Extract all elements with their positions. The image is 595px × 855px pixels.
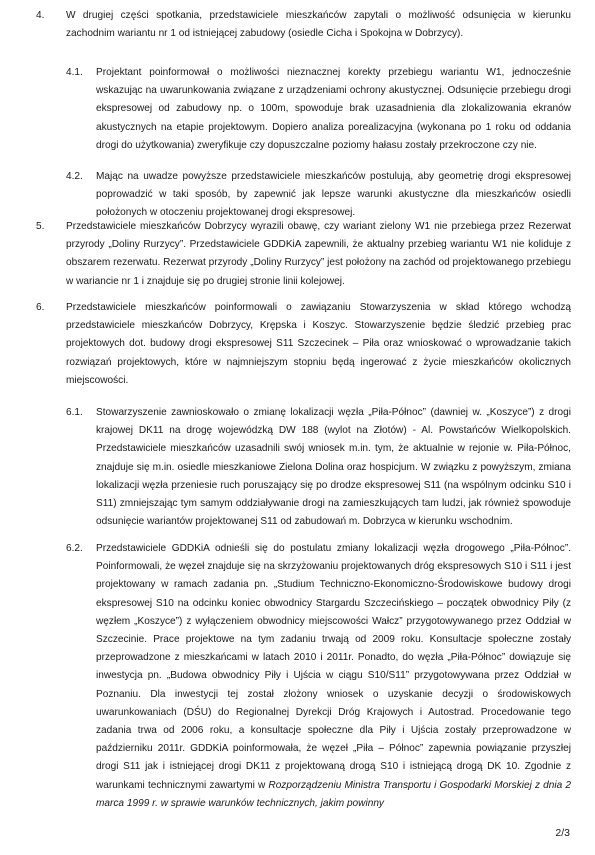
item-number: 4.2. xyxy=(66,171,83,182)
item-text: Mając na uwadze powyższe przedstawiciele mieszkańców postulują, aby geometrię drogi ekspresowej poprowadzić w taki sposób, by zapewnić jak lepsze warunki akustyczne dla mieszkańców osiedli położonych w otoczeniu projektowanej drogi ekspresowej. xyxy=(96,171,571,219)
item-number: 4.1. xyxy=(66,67,83,78)
item-6-1 xyxy=(66,404,571,534)
item-number: 5. xyxy=(36,221,45,232)
page-number: 2/3 xyxy=(555,827,570,839)
item-number: 6.2. xyxy=(66,543,83,554)
item-text-italic: Rozporządzeniu Ministra Transportu i Gospodarki Morskiej z dnia 2 marca 1999 r. w sprawie warunków technicznych, jakim powinny xyxy=(96,779,572,809)
item-number: 6.1. xyxy=(66,407,83,418)
item-4-1 xyxy=(66,64,571,164)
item-text-regular: Przedstawiciele GDDKiA odnieśli się do postulatu zmiany lokalizacji węzła drogowego „Piła-Północ”. Poinformowali, że węzeł znajduje się na skrzyżowaniu projektowanych dróg ekspresowych S10 i S11 i jest projektowany w ramach zadania pn. „Studium Techniczno-Ekonomiczno-Środowiskowe budowy drogi ekspresowej S10 na odcinku koniec obwodnicy Stargardu Szczecińskiego – początek obwodnicy Piły (z węzłem „Koszyce”) z wyłączeniem obwodnicy miejscowości Wałcz” przygotowywanego przez Oddział w Szczecinie. Prace projektowe na tym zadaniu trwają od 2009 roku. Konsultacje społeczne zostały przeprowadzone z mieszkańcami w latach 2010 i 2011r. Ponadto, do węzła „Piła-Północ” dowiązuje się inwestycja pn. „Budowa obwodnicy Piły i Ujścia w ciągu S10/S11” przygotowywana przez Oddział w Poznaniu. Dla inwestycji tej został złożony wniosek o uzyskanie decyzji o środowiskowych uwarunkowaniach (DŚU) do Regionalnej Dyrekcji Dróg Krajowych i Autostrad. Procedowanie tego zadania trwa od 2006 roku, a konsultacje społeczne dla Piły i Ujścia zostały przeprowadzone w październiku 2011r. GDDKiA poinformowała, że węzeł „Piła – Północ” zapewnia powiązanie przyszłej drogi S11 jak i istniejącej drogi DK11 z projektowaną drogą S10 i istniejącą drogą DK 10. Zgodnie z warunkami technicznymi zawartymi w xyxy=(96,543,571,791)
item-4 xyxy=(36,7,571,47)
item-5 xyxy=(36,218,571,298)
item-text: Przedstawiciele mieszkańców poinformowali o zawiązaniu Stowarzyszenia w skład którego wchodzą przedstawiciele mieszkańców Dobrzycy, Krępska i Koszyc. Stowarzyszenie będzie śledzić przebieg prac projektowych dot. budowy drogi ekspresowej S11 Szczecinek – Piła oraz wnioskować o wprowadzanie takich rozwiązań projektowych, które w najmniejszym stopniu będą ingerować z życie mieszkańców okolicznych miejscowości. xyxy=(66,302,571,386)
item-text: Przedstawiciele mieszkańców Dobrzycy wyrazili obawę, czy wariant zielony W1 nie przebiega przez Rezerwat przyrody „Doliny Rurzycy”. Przedstawiciele GDDKiA zapewnili, że aktualny przebieg wariantu W1 nie koliduje z obszarem rezerwatu. Rezerwat przyrody „Doliny Rurzycy” jest położony na zachód od projektowanego przebiegu w wariancie nr 1 i znajduje się po drugiej stronie linii kolejowej. xyxy=(66,221,571,287)
item-6 xyxy=(36,299,571,399)
item-text xyxy=(96,540,571,813)
item-text: Stowarzyszenie zawnioskowało o zmianę lokalizacji węzła „Piła-Północ” (dawniej w. „Koszyce”) z drogi krajowej DK11 na drogę wojewódzką DW 188 (wylot na Złotów) - Al. Powstańców Wielkopolskich. Przedstawiciele mieszkańców uzasadnili swój wniosek m.in. tym, że aktualnie w rejonie w. Piła-Północ, znajduje się m.in. osiedle mieszkaniowe Zielona Dolina oraz hospicjum. W związku z powyższym, zmiana lokalizacji węzła przeniesie ruch poruszający się po drodze ekspresowej S11 (na wspólnym odcinku S10 i S11) zmniejszając tym samym oddziaływanie drogi na zamieszkujących tam ludzi, jak również spowoduje odsunięcie wariantów projektowanej S11 od zabudowań m. Dobrzyca w kierunku wschodnim. xyxy=(96,407,571,528)
item-number: 4. xyxy=(36,10,45,21)
item-6-2 xyxy=(66,540,571,820)
item-text: W drugiej części spotkania, przedstawiciele mieszkańców zapytali o możliwość odsunięcia w kierunku zachodnim wariantu nr 1 od istniejącej zabudowy (osiedle Cicha i Spokojna w Dobrzycy). xyxy=(66,10,571,40)
item-text: Projektant poinformował o możliwości nieznacznej korekty przebiegu wariantu W1, jednocześnie wskazując na uwarunkowania związane z urządzeniami ochrony akustycznej. Odsunięcie przebiegu drogi ekspresowej od zabudowy np. o 100m, spowoduje brak uzasadnienia dla zlokalizowania ekranów akustycznych na etapie projektowym. Dopiero analiza porealizacyjna (wykonana po 1 roku od oddania drogi do użytkowania) zweryfikuje czy dopuszczalne poziomy hałasu zostały przekroczone czy nie. xyxy=(96,67,571,151)
item-number: 6. xyxy=(36,302,45,313)
